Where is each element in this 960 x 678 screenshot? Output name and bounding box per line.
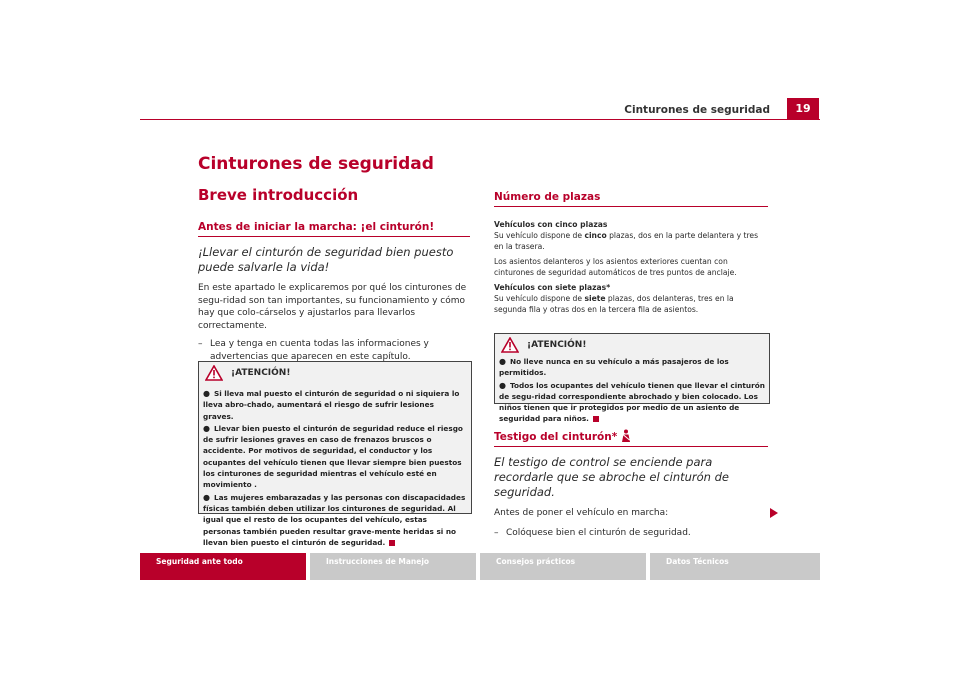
running-header-title: Cinturones de seguridad <box>624 104 770 116</box>
end-of-section-icon <box>593 416 599 422</box>
page-number: 19 <box>787 98 819 119</box>
paragraph-anchors: Los asientos delanteros y los asientos exteriores cuentan con cinturones de seguridad automáticos de tres puntos de anclaje. <box>494 257 737 277</box>
warning-item <box>203 492 467 548</box>
footer-tab-seguridad[interactable]: Seguridad ante todo <box>140 553 306 580</box>
text-run: plazas, dos delanteras, tres en la segunda fila y otras dos en la tercera fila de asientos. <box>494 294 734 314</box>
text-run: Su vehículo dispone de <box>494 294 585 303</box>
dash-item <box>494 527 768 540</box>
chapter-title: Cinturones de seguridad <box>198 154 434 174</box>
dash-item <box>198 338 470 363</box>
section-lead: ¡Llevar el cinturón de seguridad bien puesto puede salvarle la vida! <box>198 245 454 274</box>
chapter-subtitle: Breve introducción <box>198 186 359 204</box>
section-rule <box>198 236 470 237</box>
dash-marker: – <box>198 339 203 349</box>
paragraph-seven-seats <box>494 293 768 315</box>
bullet-icon: ● <box>203 492 210 502</box>
text-run: Su vehículo dispone de <box>494 231 585 240</box>
footer-tab-instrucciones[interactable]: Instrucciones de Manejo <box>310 553 476 580</box>
warning-item-text: Llevar bien puesto el cinturón de seguridad reduce el riesgo de sufrir lesiones graves en caso de frenazos bruscos o accidente. Por motivos de seguridad, el conductor y los ocupantes del vehículo tienen que llevar siempre bien puestos los cinturones de seguridad mientras el vehículo esté en movimiento . <box>203 423 463 490</box>
text-run: plazas, dos en la parte delantera y tres en la trasera. <box>494 231 759 251</box>
section-rule <box>494 206 768 207</box>
warning-item <box>203 388 467 422</box>
warning-title: ¡ATENCIÓN! <box>231 368 291 378</box>
footer-tab-consejos[interactable]: Consejos prácticos <box>480 553 646 580</box>
dash-item-text: Lea y tenga en cuenta todas las informaciones y advertencias que aparecen en este capítulo. <box>210 339 429 362</box>
bullet-icon: ● <box>499 357 506 366</box>
warning-item-text: Todos los ocupantes del vehículo tienen que llevar el cinturón de segu-ridad correspondiente abrochado y bien colocado. Los niños tienen que ir protegidos por medio de un asiento de seguridad para niños. <box>499 380 765 424</box>
bullet-icon: ● <box>203 423 210 433</box>
section-heading-row <box>494 429 768 443</box>
warning-box-left <box>198 361 472 547</box>
section-paragraph: Antes de poner el vehículo en marcha: <box>494 508 669 518</box>
bullet-icon: ● <box>203 389 210 398</box>
text-run-bold: siete <box>584 294 606 303</box>
section-heading-testigo: Testigo del cinturón* <box>494 431 618 443</box>
section-heading-antes: Antes de iniciar la marcha: ¡el cinturón! <box>198 221 435 233</box>
text-run-bold: cinco <box>584 231 607 240</box>
warning-item <box>499 380 765 425</box>
testigo-section <box>494 429 768 539</box>
end-of-section-icon <box>389 540 395 546</box>
warning-body <box>495 356 769 430</box>
section-heading-plazas: Número de plazas <box>494 191 601 203</box>
dash-marker: – <box>494 527 499 538</box>
seatbelt-person-icon <box>620 429 632 443</box>
warning-header <box>199 362 471 384</box>
subheading-five-seats: Vehículos con cinco plazas <box>494 220 608 229</box>
warning-body <box>199 384 471 553</box>
section-paragraph: En este apartado le explicaremos por qué los cinturones de segu-ridad son tan importantes, su funcionamiento y cómo hay que colo-cárselos y ajustarlos para llevarlos correctamente. <box>198 283 467 331</box>
warning-item-text: No lleve nunca en su vehículo a más pasajeros de los permitidos. <box>499 357 729 378</box>
section-lead: El testigo de control se enciende para recordarle que se abroche el cinturón de seguridad. <box>494 455 729 499</box>
left-column <box>198 221 470 363</box>
warning-triangle-icon <box>205 365 223 381</box>
warning-box-right <box>494 333 770 424</box>
paragraph-five-seats <box>494 230 768 252</box>
warning-item <box>203 423 467 491</box>
warning-item-text: Las mujeres embarazadas y las personas con discapacidades físicas también deben utilizar los cinturones de seguridad. Al igual que el resto de los ocupantes del vehículo, estas personas también pueden resultar grave-mente heridas si no llevan bien puesto el cinturón de seguridad. <box>203 492 466 547</box>
section-rule <box>494 446 768 447</box>
warning-item <box>499 356 765 379</box>
bullet-icon: ● <box>499 380 506 390</box>
warning-header <box>495 334 769 356</box>
footer-tab-datos[interactable]: Datos Técnicos <box>650 553 820 580</box>
subheading-seven-seats: Vehículos con siete plazas* <box>494 283 611 292</box>
warning-item-text: Si lleva mal puesto el cinturón de seguridad o ni siquiera lo lleva abro-chado, aumentará el riesgo de sufrir lesiones graves. <box>203 389 460 421</box>
right-column <box>494 191 768 315</box>
header-rule <box>140 119 820 120</box>
warning-title: ¡ATENCIÓN! <box>527 340 587 350</box>
dash-item-text: Colóquese bien el cinturón de seguridad. <box>506 527 691 538</box>
warning-triangle-icon <box>501 337 519 353</box>
continue-arrow-icon <box>770 508 778 518</box>
